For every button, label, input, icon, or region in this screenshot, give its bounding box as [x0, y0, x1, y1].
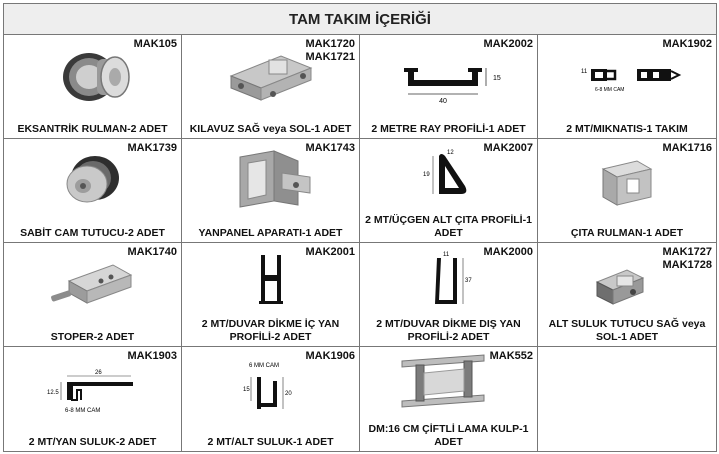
- item-code: MAK2001: [305, 246, 355, 258]
- item-label: 2 MT/ÜÇGEN ALT ÇITA PROFİLİ-1 ADET: [365, 214, 532, 239]
- side-panel-bracket-icon: [182, 145, 359, 215]
- magnet-profile-icon: [538, 41, 716, 111]
- item-label: DM:16 CM ÇİFTLİ LAMA KULP-1 ADET: [368, 423, 529, 448]
- fixed-glass-holder-icon: [4, 145, 181, 215]
- stopper-icon: [4, 249, 181, 319]
- dimension-text: 11: [442, 252, 449, 258]
- item-code: MAK1906: [305, 350, 355, 362]
- dimension-text: 20: [284, 391, 292, 397]
- wall-post-outer-icon: [360, 249, 537, 309]
- dimension-text: 19: [422, 172, 430, 178]
- item-label: STOPER-2 ADET: [50, 331, 135, 343]
- dimension-text: 37: [464, 278, 472, 284]
- item-label: 2 MT/YAN SULUK-2 ADET: [28, 436, 157, 448]
- item-cell: [360, 347, 538, 451]
- wall-post-inner-icon: [182, 249, 359, 309]
- item-code: MAK2000: [483, 246, 533, 258]
- drip-holder-icon: [538, 249, 716, 319]
- item-code: MAK1727 MAK1728: [662, 246, 712, 271]
- item-cell: [538, 35, 716, 139]
- item-code: MAK1720 MAK1721: [305, 38, 355, 63]
- dimension-text: 40: [438, 98, 447, 105]
- item-code: MAK1743: [305, 142, 355, 154]
- item-label: 2 MT/DUVAR DİKME DIŞ YAN PROFİLİ-2 ADET: [376, 318, 521, 343]
- item-cell: [538, 139, 716, 243]
- item-label: ÇITA RULMAN-1 ADET: [570, 227, 684, 239]
- strip-bearing-icon: [538, 145, 716, 215]
- dimension-text: 6 MM CAM: [248, 363, 279, 369]
- item-code: MAK105: [133, 38, 177, 50]
- item-cell: [182, 139, 360, 243]
- dimension-text: 15: [242, 387, 250, 393]
- contents-sheet: [3, 3, 717, 452]
- bottom-drip-profile-icon: [182, 353, 359, 423]
- dimension-text: 15: [492, 75, 501, 82]
- item-code: MAK2002: [483, 38, 533, 50]
- item-code: MAK1716: [662, 142, 712, 154]
- item-code: MAK2007: [483, 142, 533, 154]
- item-label: 2 MT/DUVAR DİKME İÇ YAN PROFİLİ-2 ADET: [201, 318, 340, 343]
- dimension-text: 11: [581, 69, 588, 75]
- guide-bracket-icon: [182, 41, 359, 111]
- item-code: MAK1902: [662, 38, 712, 50]
- item-label: SABİT CAM TUTUCU-2 ADET: [20, 227, 165, 239]
- item-cell: [538, 243, 716, 347]
- item-cell: [182, 243, 360, 347]
- eccentric-bearing-icon: [4, 41, 181, 111]
- side-drip-profile-icon: [4, 353, 181, 423]
- empty-cell: [538, 347, 716, 451]
- item-label: 2 METRE RAY PROFİLİ-1 ADET: [371, 123, 526, 135]
- dimension-text: 26: [94, 370, 102, 376]
- dimension-text: 12.5: [46, 390, 59, 396]
- item-code: MAK1739: [127, 142, 177, 154]
- item-code: MAK552: [489, 350, 533, 362]
- item-cell: [360, 243, 538, 347]
- item-label: YANPANEL APARATI-1 ADET: [198, 227, 343, 239]
- item-cell: [4, 35, 182, 139]
- item-label: 2 MT/ALT SULUK-1 ADET: [207, 436, 334, 448]
- item-code: MAK1903: [127, 350, 177, 362]
- item-label: KILAVUZ SAĞ veya SOL-1 ADET: [189, 123, 352, 135]
- dimension-text: 6-8 MM CAM: [64, 408, 100, 414]
- item-cell: [360, 35, 538, 139]
- item-cell: [182, 347, 360, 451]
- item-label: ALT SULUK TUTUCU SAĞ veya SOL-1 ADET: [548, 318, 706, 343]
- item-label: EKSANTRİK RULMAN-2 ADET: [17, 123, 168, 135]
- item-cell: [360, 139, 538, 243]
- item-cell: [4, 347, 182, 451]
- items-grid: [4, 35, 716, 451]
- dimension-text: 12: [446, 150, 454, 156]
- item-code: MAK1740: [127, 246, 177, 258]
- item-cell: [182, 35, 360, 139]
- sheet-title: TAM TAKIM İÇERİĞİ: [4, 4, 716, 35]
- item-cell: [4, 139, 182, 243]
- triangle-profile-icon: [360, 145, 537, 201]
- rail-profile-icon: [360, 41, 537, 111]
- item-cell: [4, 243, 182, 347]
- item-label: 2 MT/MIKNATIS-1 TAKIM: [566, 123, 688, 135]
- double-handle-icon: [360, 349, 537, 419]
- dimension-text: 6-8 MM CAM: [595, 87, 625, 93]
